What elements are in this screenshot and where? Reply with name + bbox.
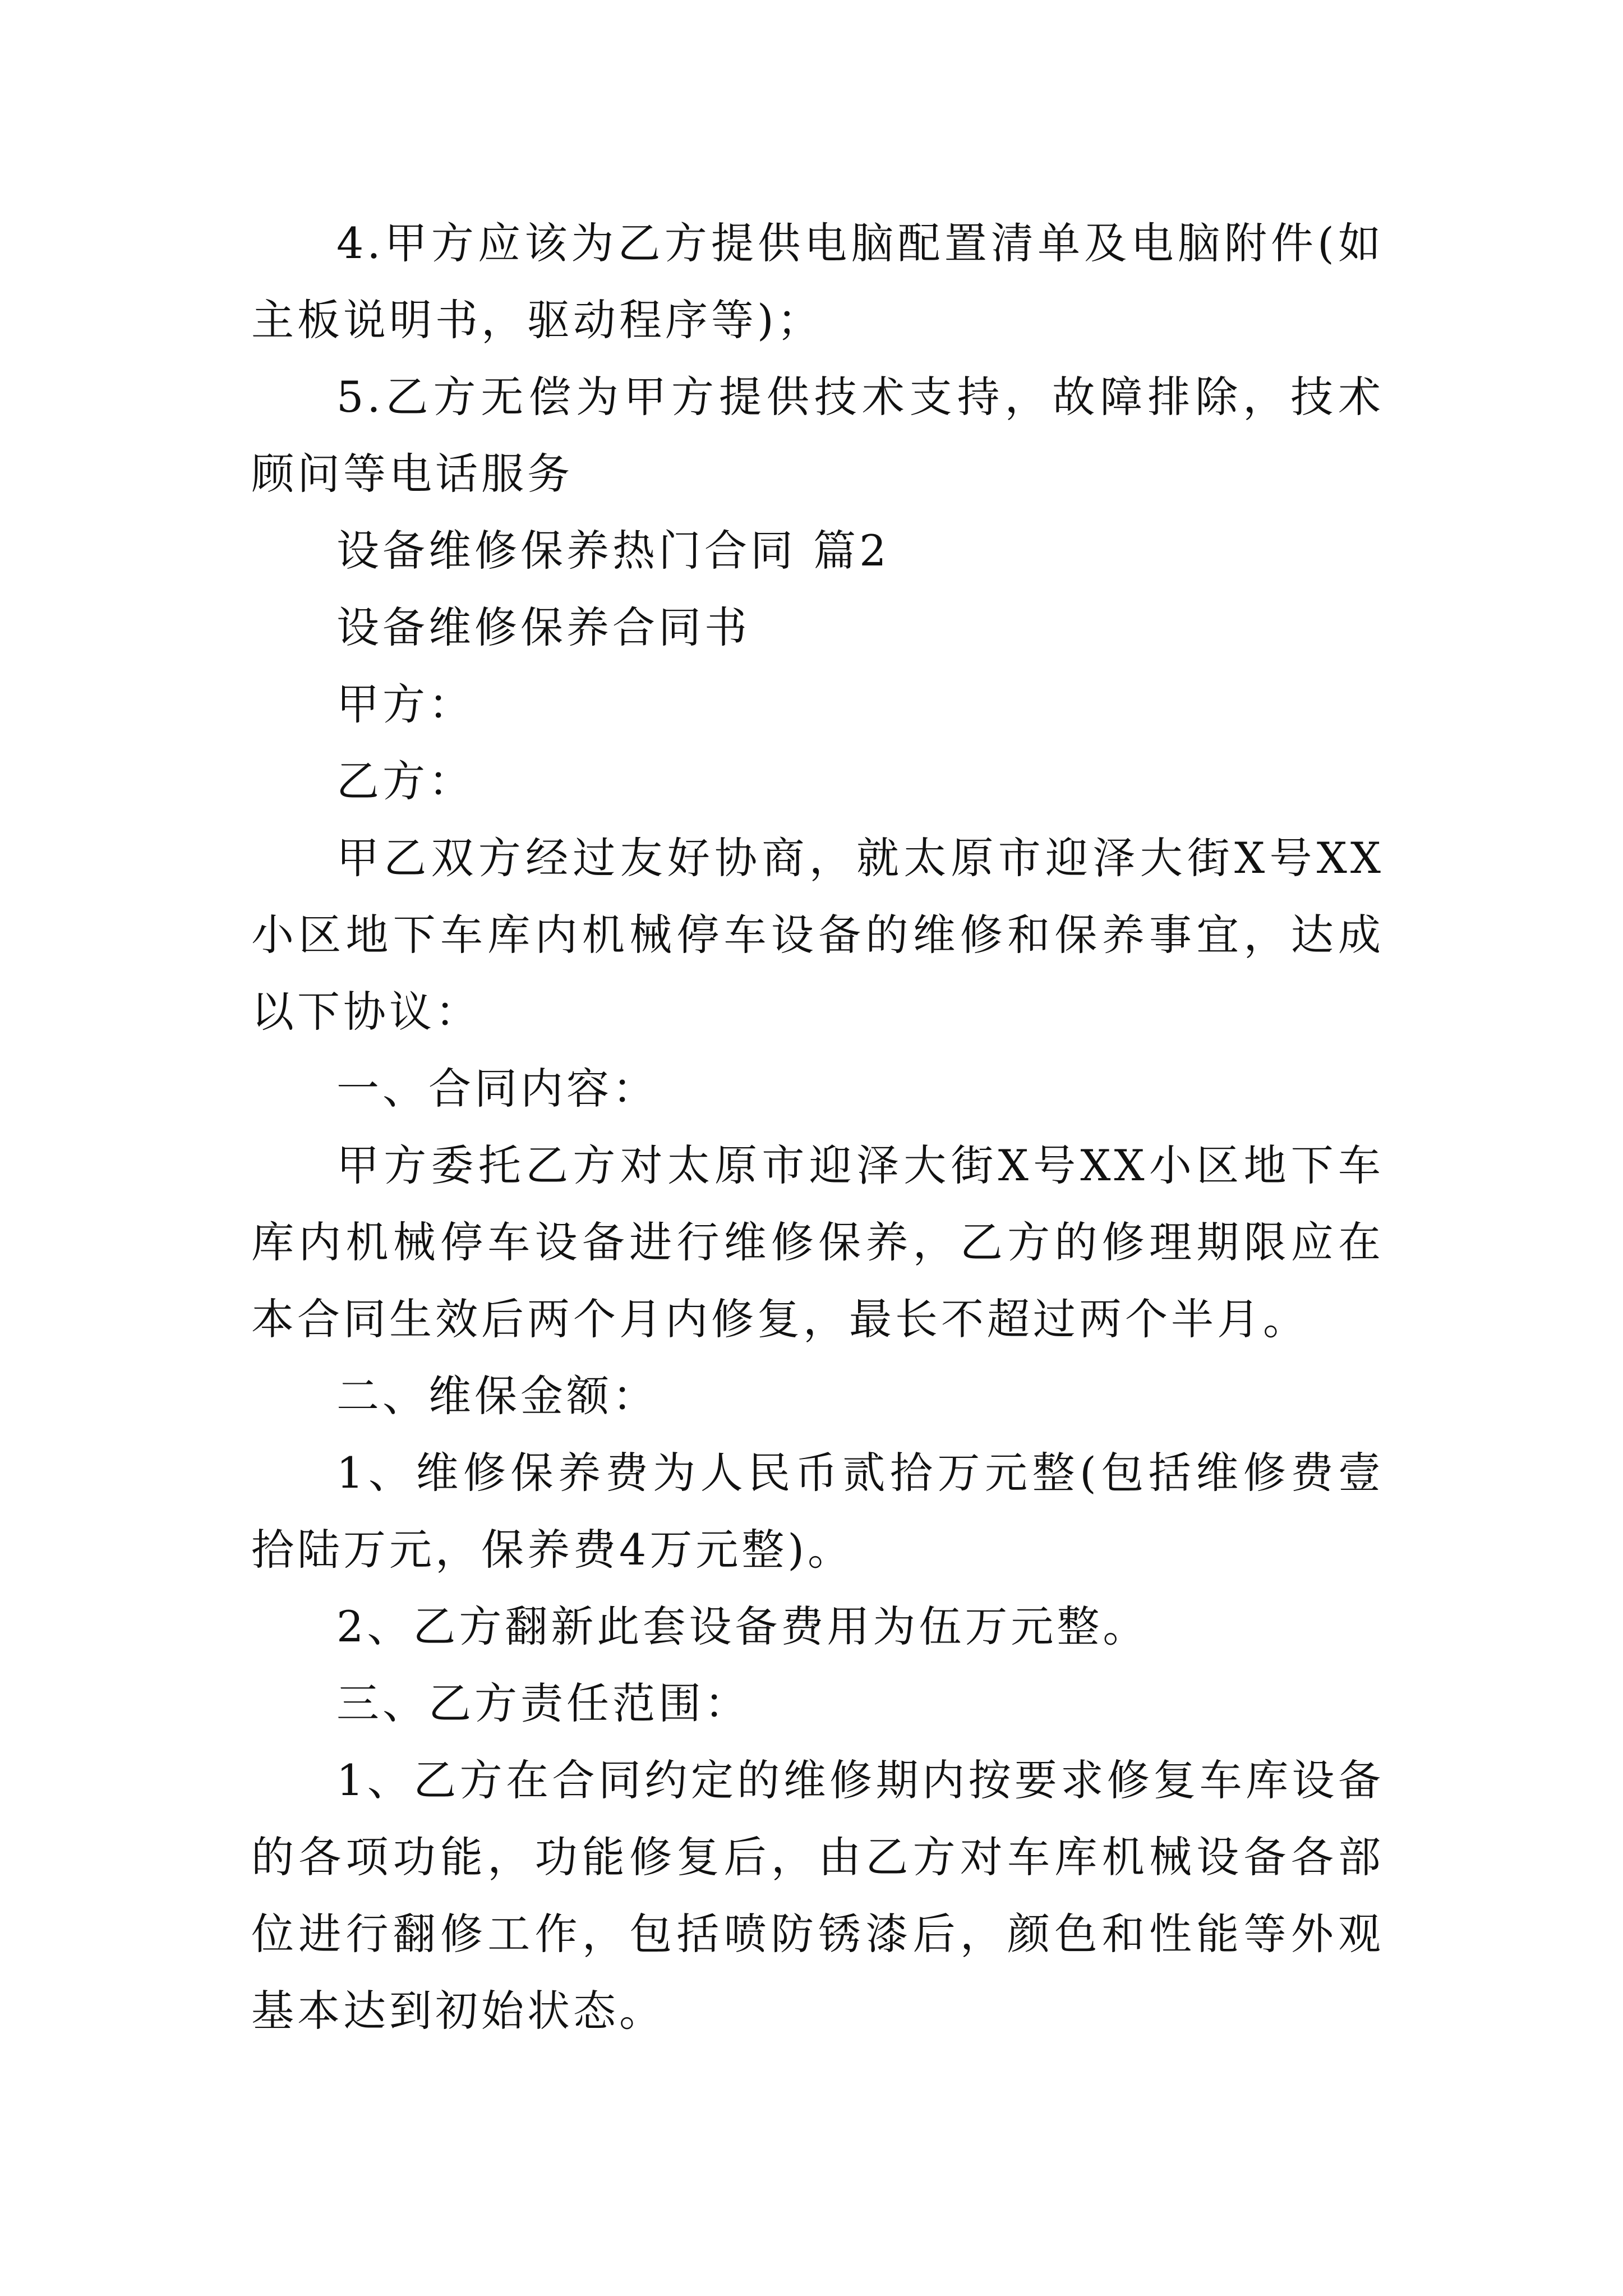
responsibility-item-1: 1、乙方在合同约定的维修期内按要求修复车库设备的各项功能，功能修复后，由乙方对车库机械设备各部位进行翻修工作，包括喷防锈漆后，颜色和性能等外观基本达到初始状态。 xyxy=(251,1755,1384,2036)
document-body xyxy=(251,205,1384,2049)
amount-item-1: 1、维修保养费为人民币贰拾万元整(包括维修费壹拾陆万元，保养费4万元整)。 xyxy=(251,1448,1384,1575)
party-b-label: 乙方： xyxy=(336,756,474,806)
preamble-paragraph: 甲乙双方经过友好协商，就太原市迎泽大街X号XX小区地下车库内机械停车设备的维修和保养事宜，达成以下协议： xyxy=(251,833,1384,1037)
contract-title: 设备维修保养合同书 xyxy=(336,602,750,652)
heading-contract-content: 一、合同内容： xyxy=(336,1064,658,1114)
amount-item-2: 2、乙方翻新此套设备费用为伍万元整。 xyxy=(336,1602,1149,1651)
paragraph-item-5: 5.乙方无偿为甲方提供技术支持，故障排除，技术顾问等电话服务 xyxy=(251,372,1384,499)
paragraph-item-4: 4.甲方应该为乙方提供电脑配置清单及电脑附件(如主板说明书，驱动程序等)； xyxy=(251,218,1384,345)
party-a-label: 甲方： xyxy=(336,679,474,729)
contract-content-paragraph: 甲方委托乙方对太原市迎泽大街X号XX小区地下车库内机械停车设备进行维修保养，乙方的修理期限应在本合同生效后两个月内修复，最长不超过两个半月。 xyxy=(251,1140,1384,1344)
heading-maintenance-amount: 二、维保金额： xyxy=(336,1371,658,1421)
heading-party-b-responsibility: 三、乙方责任范围： xyxy=(336,1678,750,1728)
section-title: 设备维修保养热门合同 篇2 xyxy=(336,526,890,576)
